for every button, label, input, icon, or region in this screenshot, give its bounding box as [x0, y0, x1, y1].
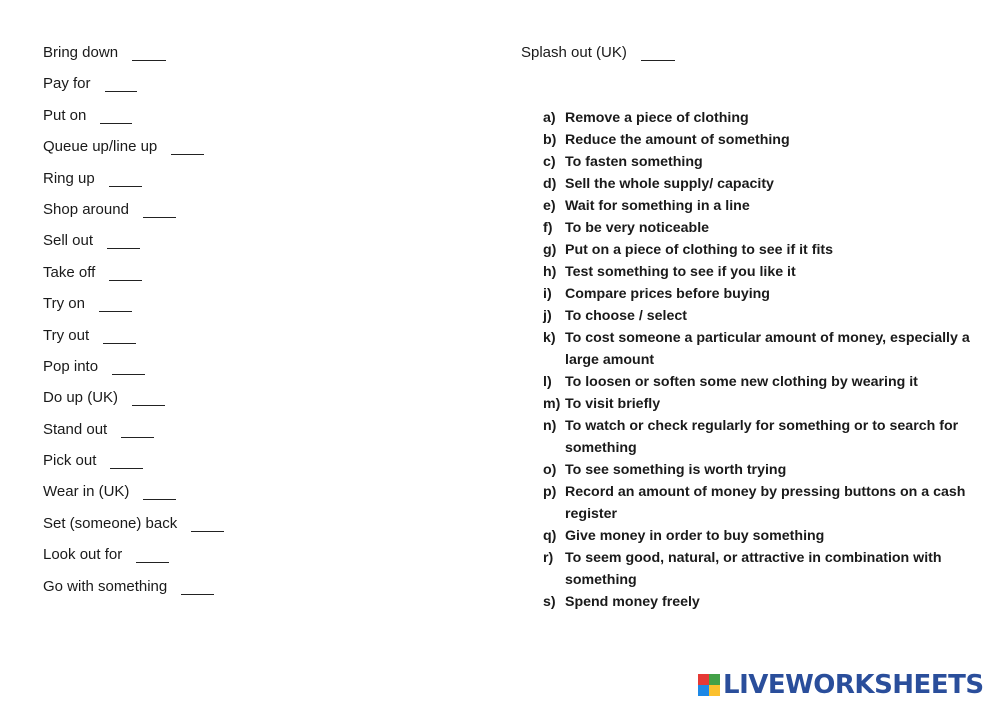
- definition-item: [543, 283, 983, 305]
- phrasal-verb-label: Go with something: [43, 577, 168, 595]
- definition-text: To choose / select: [565, 308, 687, 324]
- definition-letter: j): [543, 308, 552, 324]
- phrasal-verb-label: Set (someone) back: [43, 514, 178, 532]
- phrasal-verb-item: [43, 546, 473, 577]
- phrasal-verb-label: Ring up: [43, 169, 95, 187]
- definition-letter: a): [543, 110, 556, 126]
- definition-item: [543, 107, 983, 129]
- definition-text: Reduce the amount of something: [565, 132, 790, 148]
- phrasal-verb-label: Try on: [43, 295, 85, 313]
- definition-item: [543, 481, 983, 525]
- phrasal-verb-label: Take off: [43, 263, 96, 281]
- definition-item: [543, 525, 983, 547]
- definition-text: Give money in order to buy something: [565, 528, 825, 544]
- phrasal-verb-label: Shop around: [43, 200, 129, 218]
- phrasal-verb-label: Pop into: [43, 357, 99, 375]
- logo-text: LIVEWORKSHEETS: [723, 670, 984, 700]
- live-logo-icon: [698, 674, 720, 696]
- phrasal-verb-item: [43, 452, 473, 483]
- phrasal-verb-label: Splash out (UK): [521, 44, 627, 61]
- logo-square-yellow: [709, 685, 720, 696]
- phrasal-verb-item: [43, 264, 473, 295]
- phrasal-verb-item: [43, 421, 473, 452]
- logo-square-green: [709, 674, 720, 685]
- definition-item: [543, 151, 983, 173]
- definition-letter: l): [543, 374, 552, 390]
- answer-blank[interactable]: [136, 562, 169, 563]
- definition-text: To fasten something: [565, 154, 703, 170]
- definition-item: [543, 239, 983, 261]
- answer-blank[interactable]: [109, 280, 142, 281]
- definition-item: [543, 327, 983, 371]
- phrasal-verb-item: [43, 515, 473, 546]
- answer-blank[interactable]: [121, 437, 154, 438]
- answer-blank[interactable]: [100, 123, 132, 124]
- definition-item: [543, 305, 983, 327]
- phrasal-verb-item: [43, 138, 473, 169]
- definition-item: [543, 415, 983, 459]
- definition-letter: p): [543, 484, 557, 500]
- answer-blank[interactable]: [110, 468, 143, 469]
- answer-blank[interactable]: [171, 154, 204, 155]
- definition-text: To watch or check regularly for something or to search for something: [565, 418, 959, 456]
- phrasal-verb-item: [43, 483, 473, 514]
- definition-text: To see something is worth trying: [565, 462, 787, 478]
- phrasal-verb-label: Stand out: [43, 420, 108, 438]
- phrasal-verb-label: Do up (UK): [43, 389, 119, 407]
- logo-square-blue: [698, 685, 709, 696]
- definition-letter: e): [543, 198, 556, 214]
- answer-blank[interactable]: [103, 343, 136, 344]
- definition-text: Test something to see if you like it: [565, 264, 796, 280]
- definition-item: [543, 547, 983, 591]
- definition-letter: h): [543, 264, 557, 280]
- phrasal-verb-item: [43, 170, 473, 201]
- definition-item: [543, 393, 983, 415]
- definition-text: Put on a piece of clothing to see if it fits: [565, 242, 834, 258]
- phrasal-verb-label: Bring down: [43, 44, 119, 61]
- answer-blank[interactable]: [132, 60, 166, 61]
- definition-list: [543, 107, 983, 613]
- definition-letter: k): [543, 330, 556, 346]
- phrasal-verb-label: Wear in (UK): [43, 483, 130, 501]
- definition-text: To loosen or soften some new clothing by wearing it: [565, 374, 918, 390]
- phrasal-verb-item: [43, 232, 473, 263]
- phrasal-verb-label: Sell out: [43, 232, 94, 250]
- phrasal-verb-list: [43, 44, 473, 609]
- phrasal-verb-item: [43, 327, 473, 358]
- phrasal-verb-item: [43, 358, 473, 389]
- definition-text: Record an amount of money by pressing buttons on a cash register: [565, 484, 966, 522]
- definition-item: [543, 261, 983, 283]
- phrasal-verb-label: Put on: [43, 106, 87, 124]
- answer-blank[interactable]: [112, 374, 145, 375]
- definition-item: [543, 371, 983, 393]
- definition-letter: o): [543, 462, 557, 478]
- definition-item: [543, 173, 983, 195]
- definition-text: Remove a piece of clothing: [565, 110, 749, 126]
- answer-blank[interactable]: [143, 217, 176, 218]
- definition-letter: m): [543, 396, 561, 412]
- phrasal-verb-item: [43, 201, 473, 232]
- definition-letter: r): [543, 550, 554, 566]
- phrasal-verb-item: [43, 295, 473, 326]
- answer-blank[interactable]: [132, 405, 165, 406]
- answer-blank[interactable]: [143, 499, 176, 500]
- phrasal-verb-label: Pay for: [43, 75, 91, 93]
- phrasal-verb-item: [43, 389, 473, 420]
- definition-text: To cost someone a particular amount of money, especially a large amount: [565, 330, 970, 368]
- definition-item: [543, 217, 983, 239]
- definition-letter: d): [543, 176, 557, 192]
- definition-text: Sell the whole supply/ capacity: [565, 176, 774, 192]
- answer-blank[interactable]: [99, 311, 132, 312]
- phrasal-verb-item: [43, 107, 473, 138]
- liveworksheets-logo: [698, 672, 984, 698]
- answer-blank[interactable]: [191, 531, 224, 532]
- definition-letter: g): [543, 242, 557, 258]
- definition-item: [543, 591, 983, 613]
- definition-letter: s): [543, 594, 556, 610]
- definition-letter: q): [543, 528, 557, 544]
- definition-letter: i): [543, 286, 552, 302]
- logo-square-red: [698, 674, 709, 685]
- answer-blank[interactable]: [109, 186, 142, 187]
- answer-blank[interactable]: [107, 248, 140, 249]
- phrasal-verb-label: Look out for: [43, 546, 123, 564]
- answer-blank[interactable]: [105, 91, 137, 92]
- definition-text: Compare prices before buying: [565, 286, 770, 302]
- definition-text: To visit briefly: [565, 396, 661, 412]
- phrasal-verb-label: Pick out: [43, 452, 97, 470]
- phrasal-verb-item: [43, 578, 473, 609]
- phrasal-verb-item-splash-out: [521, 44, 675, 61]
- definition-text: Wait for something in a line: [565, 198, 750, 214]
- answer-blank[interactable]: [641, 60, 675, 61]
- definition-letter: c): [543, 154, 556, 170]
- definition-text: Spend money freely: [565, 594, 700, 610]
- phrasal-verb-item: [43, 75, 473, 106]
- definition-text: To seem good, natural, or attractive in combination with something: [565, 550, 942, 588]
- answer-blank[interactable]: [181, 594, 214, 595]
- definition-letter: f): [543, 220, 553, 236]
- phrasal-verb-label: Queue up/line up: [43, 138, 158, 156]
- phrasal-verb-item: [43, 44, 473, 75]
- definition-item: [543, 195, 983, 217]
- definition-letter: b): [543, 132, 557, 148]
- definition-item: [543, 459, 983, 481]
- definition-text: To be very noticeable: [565, 220, 710, 236]
- phrasal-verb-label: Try out: [43, 326, 90, 344]
- definition-letter: n): [543, 418, 557, 434]
- definition-item: [543, 129, 983, 151]
